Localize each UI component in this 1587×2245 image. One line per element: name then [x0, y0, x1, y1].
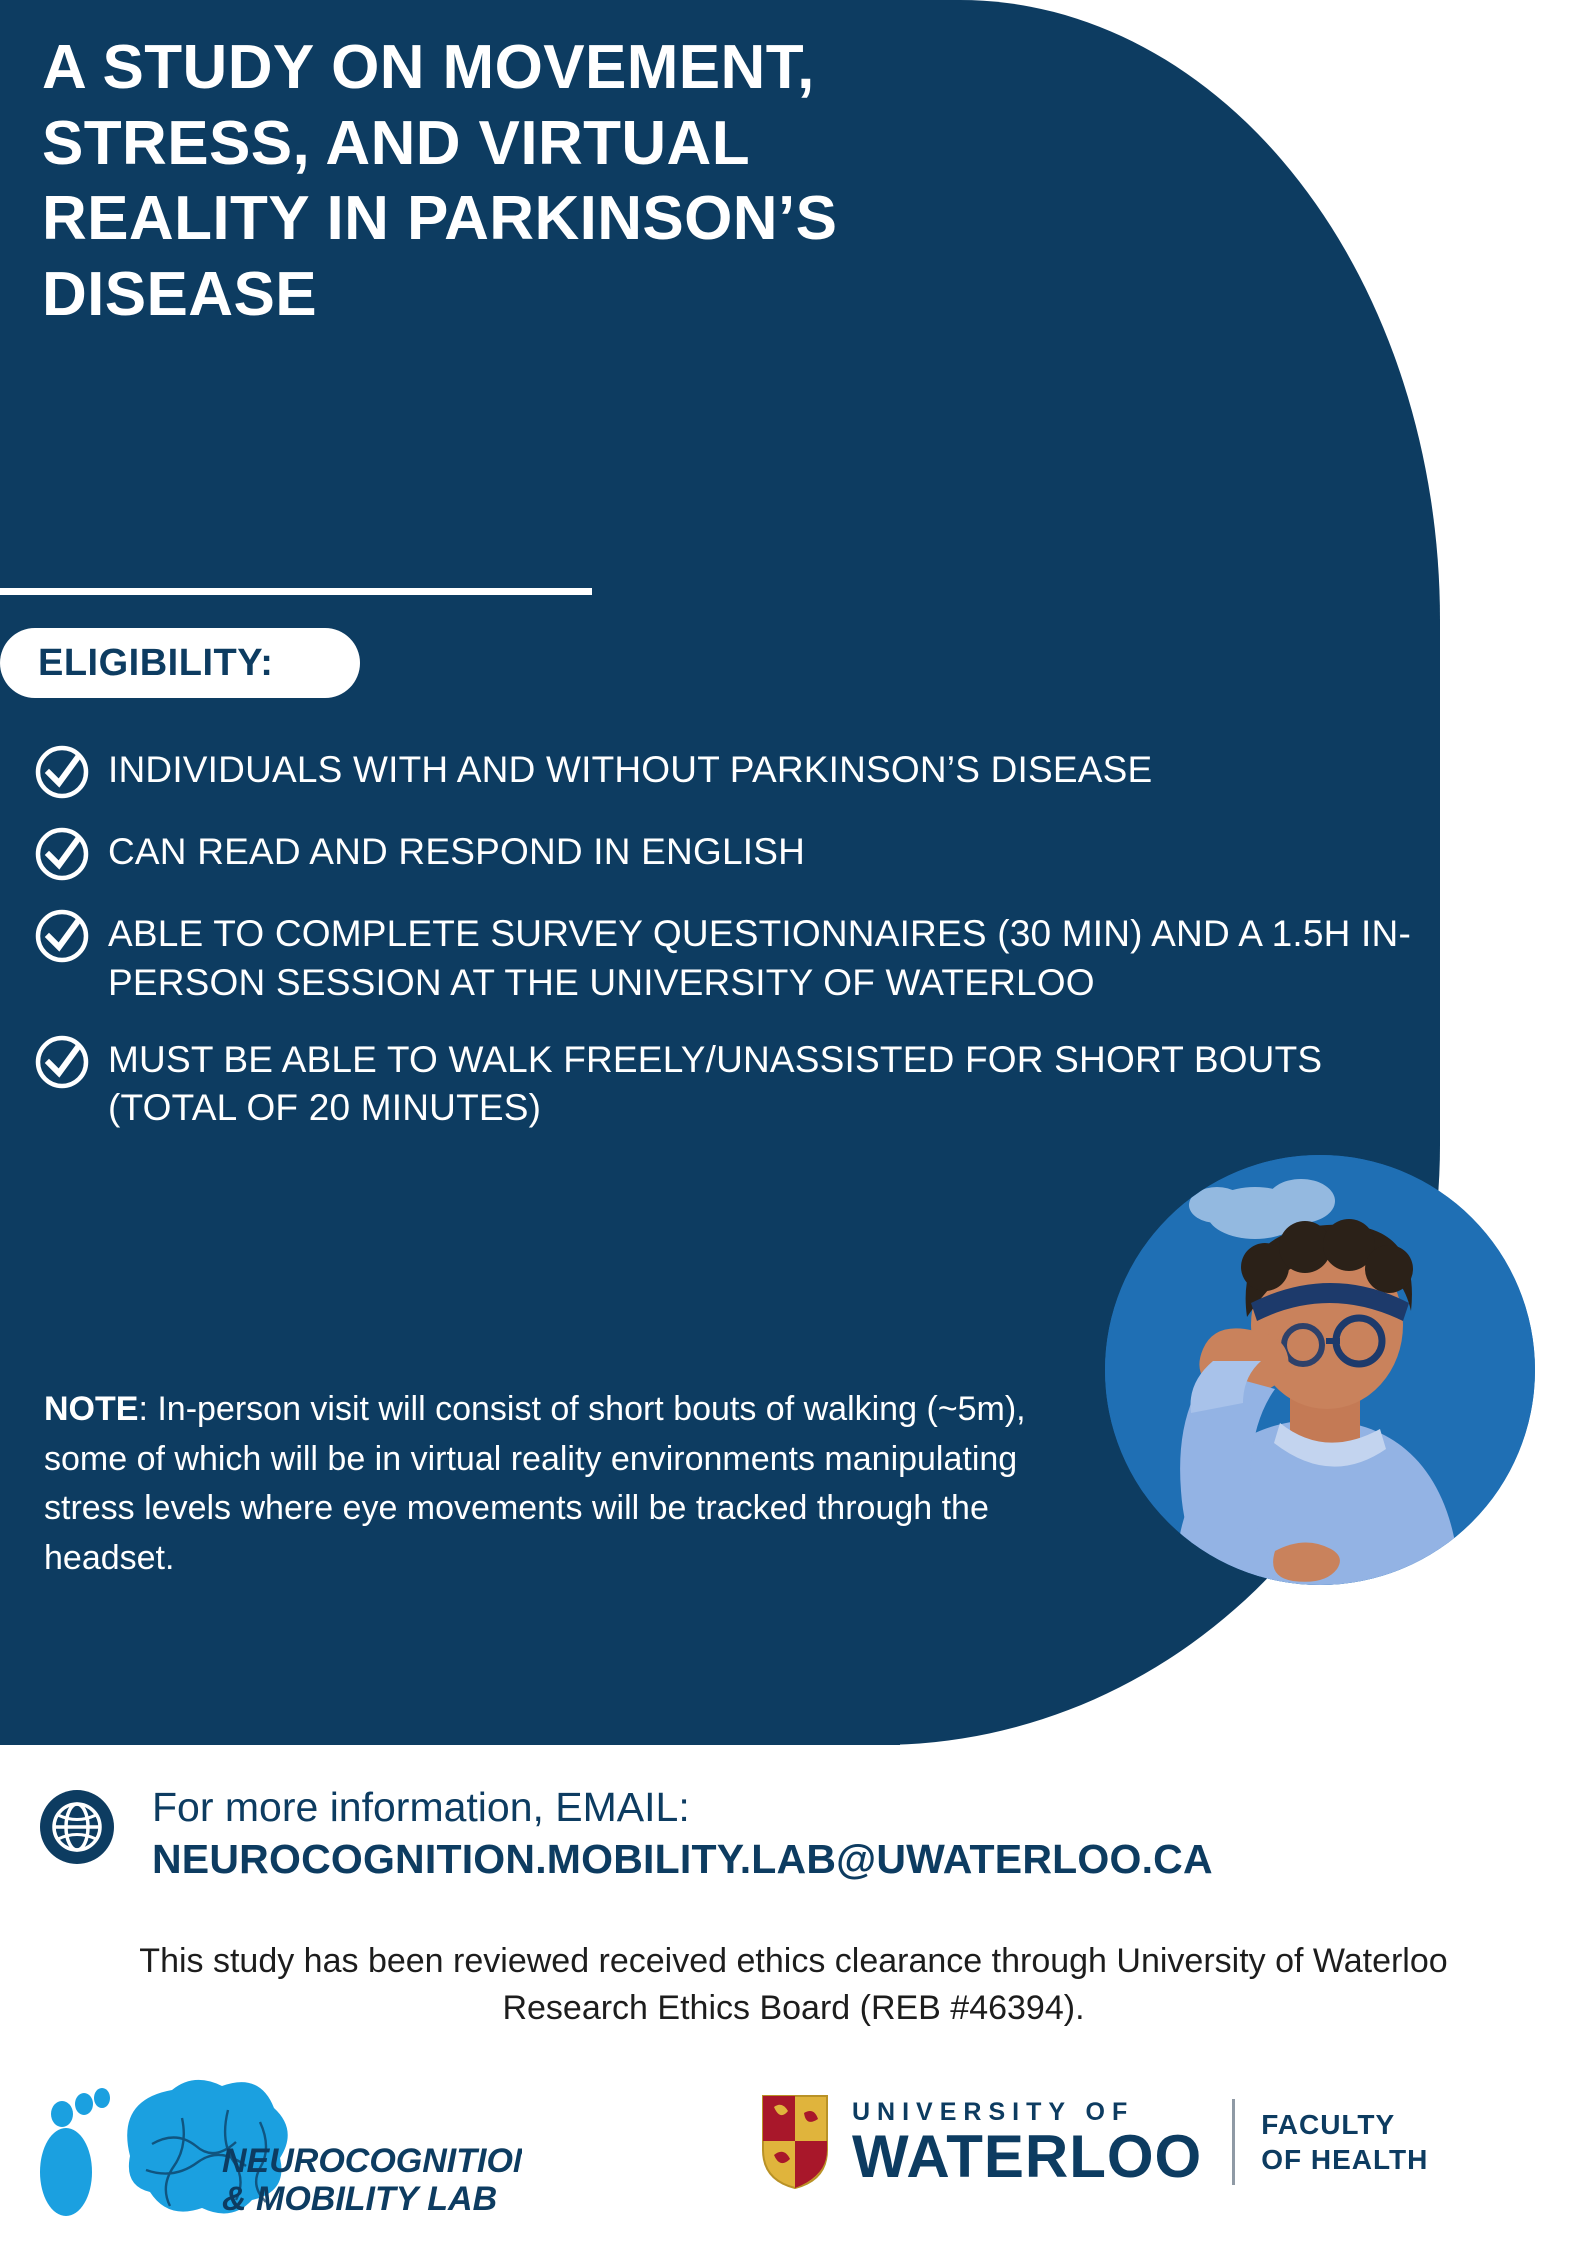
list-item — [34, 742, 1444, 800]
uw-faculty-label — [1261, 2107, 1428, 2177]
check-circle-icon — [34, 826, 90, 882]
faculty-line-2: OF HEALTH — [1261, 2144, 1429, 2175]
contact-email-link[interactable]: NEUROCOGNITION.MOBILITY.LAB@UWATERLOO.CA — [152, 1836, 1213, 1883]
svg-text:& MOBILITY LAB: & MOBILITY LAB — [222, 2180, 498, 2218]
title-underline-rule — [0, 588, 592, 595]
check-circle-icon — [34, 908, 90, 964]
participant-illustration — [1105, 1155, 1535, 1585]
uw-university-label: UNIVERSITY OF — [852, 2097, 1135, 2126]
list-item — [34, 824, 1444, 882]
study-note — [44, 1385, 1074, 1584]
note-body: : In-person visit will consist of short bouts of walking (~5m), some of which will be in virtual reality environments manipulating stress levels where eye movements will be tracked through the headset. — [44, 1390, 1026, 1577]
note-label: NOTE — [44, 1390, 139, 1428]
list-item — [34, 906, 1444, 1008]
faculty-line-1: FACULTY — [1261, 2109, 1396, 2140]
check-circle-icon — [34, 1034, 90, 1090]
uw-wordmark — [852, 2097, 1203, 2190]
list-item — [34, 1032, 1444, 1134]
check-circle-icon — [34, 744, 90, 800]
logo-divider — [1232, 2099, 1235, 2185]
waterloo-shield-icon — [760, 2093, 830, 2191]
list-item-label: INDIVIDUALS WITH AND WITHOUT PARKINSON’S DISEASE — [108, 749, 1153, 790]
contact-block — [152, 1782, 1452, 1887]
person-with-headache-illustration — [1105, 1155, 1535, 1585]
list-item-label: MUST BE ABLE TO WALK FREELY/UNASSISTED FOR SHORT BOUTS (TOTAL OF 20 MINUTES) — [108, 1038, 1323, 1129]
page-title: A STUDY ON MOVEMENT, STRESS, AND VIRTUAL REALITY IN PARKINSON’S DISEASE — [42, 33, 838, 329]
list-item-label: ABLE TO COMPLETE SURVEY QUESTIONNAIRES (30 MIN) AND A 1.5H IN-PERSON SESSION AT THE UNIVERSITY OF WATERLOO — [108, 913, 1411, 1003]
ethics-statement: This study has been reviewed received ethics clearance through University of Waterloo Research Ethics Board (REB #46394). — [139, 1942, 1448, 2027]
globe-icon — [40, 1790, 114, 1864]
svg-text:NEUROCOGNITION: NEUROCOGNITION — [222, 2142, 522, 2180]
eligibility-list — [34, 742, 1444, 1157]
eligibility-heading-label: ELIGIBILITY: — [38, 641, 274, 684]
contact-prompt: For more information, EMAIL: — [152, 1784, 690, 1830]
uw-waterloo-label: WATERLOO — [852, 2122, 1203, 2190]
eligibility-heading-pill — [0, 628, 360, 698]
list-item-label: CAN READ AND RESPOND IN ENGLISH — [108, 831, 806, 872]
neurocognition-mobility-lab-logo — [22, 2060, 522, 2225]
university-of-waterloo-logo — [760, 2082, 1440, 2202]
